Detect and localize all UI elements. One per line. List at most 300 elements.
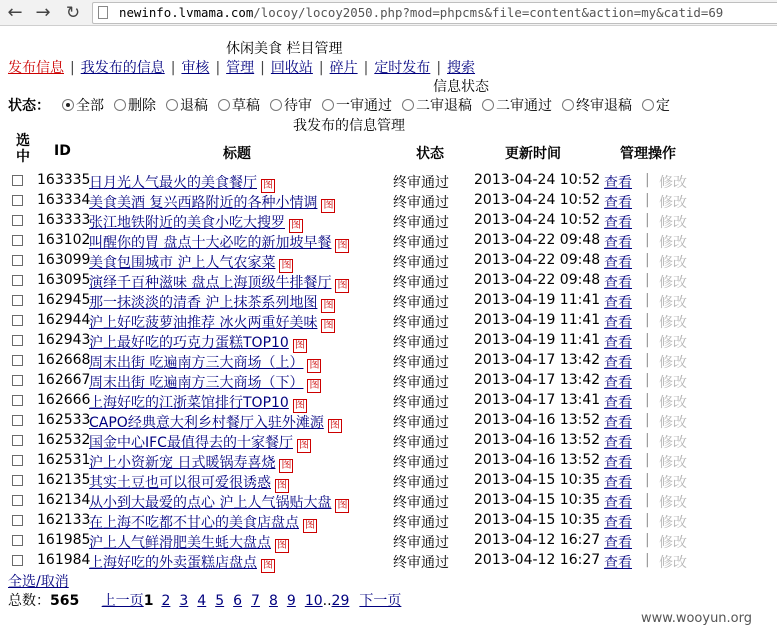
- row-time: 2013-04-19 11:41: [474, 332, 601, 348]
- row-title-link[interactable]: [89, 452, 293, 473]
- row-time: 2013-04-24 10:52: [474, 172, 601, 188]
- view-link[interactable]: 查看: [604, 175, 632, 191]
- pager-ellipsis: ..: [322, 593, 332, 609]
- row-title: 那一抹淡淡的清香 沪上抹茶系列地图: [89, 295, 318, 311]
- view-link[interactable]: 查看: [604, 355, 632, 371]
- total-count: 565: [50, 593, 80, 609]
- row-time: 2013-04-17 13:42: [474, 372, 601, 388]
- current-page: 1: [143, 593, 154, 609]
- ops-separator: |: [645, 312, 650, 328]
- image-icon: 图: [309, 380, 320, 391]
- table-row: [0, 231, 777, 251]
- view-link[interactable]: 查看: [604, 295, 632, 311]
- row-id: 162944: [37, 312, 91, 328]
- nav-link[interactable]: 回收站: [270, 60, 313, 76]
- row-title: 沪上好吃菠萝油推荐 冰火两重好美味: [89, 315, 318, 331]
- row-id: 162135: [37, 472, 91, 488]
- ops-separator: |: [645, 212, 650, 228]
- edit-link[interactable]: 修改: [659, 275, 687, 291]
- row-checkbox[interactable]: [12, 315, 23, 326]
- ops-separator: |: [645, 352, 650, 368]
- ops-separator: |: [645, 372, 650, 388]
- row-status: 终审通过: [393, 475, 449, 491]
- row-time: 2013-04-15 10:35: [474, 492, 601, 508]
- row-id: 162667: [37, 372, 91, 388]
- column-header-select: 选中: [16, 133, 30, 165]
- row-time: 2013-04-22 09:48: [474, 232, 601, 248]
- status-radio-label: 待审: [284, 98, 312, 114]
- edit-link[interactable]: 修改: [659, 435, 687, 451]
- table-row: [0, 271, 777, 291]
- edit-link[interactable]: 修改: [659, 555, 687, 571]
- view-link[interactable]: 查看: [604, 435, 632, 451]
- table-row: [0, 551, 777, 571]
- row-id: 161984: [37, 552, 91, 568]
- status-radio-label: 终审退稿: [576, 98, 632, 114]
- row-checkbox[interactable]: [12, 295, 23, 306]
- ops-separator: |: [645, 552, 650, 568]
- image-icon: 图: [337, 280, 348, 291]
- radio-button-icon: [166, 99, 178, 111]
- row-status: 终审通过: [393, 515, 449, 531]
- row-checkbox[interactable]: [12, 215, 23, 226]
- row-status: 终审通过: [393, 195, 449, 211]
- view-link[interactable]: 查看: [604, 375, 632, 391]
- status-radio[interactable]: [270, 95, 312, 115]
- row-id: 163095: [37, 272, 91, 288]
- image-icon: 图: [323, 200, 334, 211]
- column-header-time: 更新时间: [505, 146, 561, 162]
- column-header-id: ID: [54, 143, 71, 159]
- row-title: CAPO经典意大利乡村餐厅入驻外滩源: [89, 415, 324, 431]
- row-time: 2013-04-16 13:52: [474, 452, 601, 468]
- ops-separator: |: [645, 192, 650, 208]
- page-link[interactable]: 7: [251, 593, 260, 609]
- row-title-link[interactable]: [89, 292, 335, 313]
- table-row: [0, 191, 777, 211]
- row-id: 162134: [37, 492, 91, 508]
- row-title: 周末出街 吃遍南方三大商场（上）: [89, 355, 304, 371]
- table-row: [0, 511, 777, 531]
- image-icon: 图: [281, 260, 292, 271]
- status-radio-label: 草稿: [232, 98, 260, 114]
- row-checkbox[interactable]: [12, 555, 23, 566]
- view-link[interactable]: 查看: [604, 475, 632, 491]
- table-row: [0, 311, 777, 331]
- row-checkbox[interactable]: [12, 235, 23, 246]
- row-id: 163333: [37, 212, 91, 228]
- edit-link[interactable]: 修改: [659, 375, 687, 391]
- row-title-link[interactable]: [89, 472, 289, 493]
- table-row: [0, 351, 777, 371]
- image-icon: 图: [337, 500, 348, 511]
- edit-link[interactable]: 修改: [659, 235, 687, 251]
- row-time: 2013-04-16 13:52: [474, 432, 601, 448]
- ops-separator: |: [645, 392, 650, 408]
- page-link[interactable]: 4: [197, 593, 207, 609]
- row-title: 张江地铁附近的美食小吃大搜罗: [89, 215, 285, 231]
- table-row: [0, 371, 777, 391]
- edit-link[interactable]: 修改: [659, 535, 687, 551]
- radio-button-icon: [62, 99, 74, 111]
- radio-button-icon: [482, 99, 494, 111]
- row-checkbox[interactable]: [12, 495, 23, 506]
- row-time: 2013-04-16 13:52: [474, 412, 601, 428]
- row-checkbox[interactable]: [12, 175, 23, 186]
- radio-button-icon: [562, 99, 574, 111]
- row-time: 2013-04-22 09:48: [474, 252, 601, 268]
- row-id: 162531: [37, 452, 91, 468]
- image-icon: 图: [323, 300, 334, 311]
- edit-link[interactable]: 修改: [659, 355, 687, 371]
- view-link[interactable]: 查看: [604, 255, 632, 271]
- row-id: 162532: [37, 432, 91, 448]
- ops-separator: |: [645, 252, 650, 268]
- nav-link[interactable]: 我发布的信息: [80, 60, 165, 76]
- row-id: 162945: [37, 292, 91, 308]
- row-title-link[interactable]: [89, 352, 321, 373]
- select-all-link[interactable]: 全选/取消: [8, 574, 69, 590]
- row-status: 终审通过: [393, 355, 449, 371]
- row-status: 终审通过: [393, 395, 449, 411]
- edit-link[interactable]: 修改: [659, 395, 687, 411]
- page-link[interactable]: 9: [286, 593, 296, 609]
- row-time: 2013-04-15 10:35: [474, 512, 601, 528]
- status-radio-label: 二审通过: [496, 98, 552, 114]
- row-title-link[interactable]: [89, 212, 303, 233]
- view-link[interactable]: 查看: [604, 495, 632, 511]
- row-title-link[interactable]: [89, 252, 293, 273]
- row-time: 2013-04-24 10:52: [474, 192, 601, 208]
- edit-link[interactable]: 修改: [659, 415, 687, 431]
- view-link[interactable]: 查看: [604, 235, 632, 251]
- view-link[interactable]: 查看: [604, 275, 632, 291]
- image-icon: 图: [309, 360, 320, 371]
- row-time: 2013-04-15 10:35: [474, 472, 601, 488]
- table-row: [0, 291, 777, 311]
- content-table: [0, 171, 777, 571]
- edit-link[interactable]: 修改: [659, 255, 687, 271]
- ops-separator: |: [645, 172, 650, 188]
- row-title-link[interactable]: [89, 272, 349, 293]
- row-status: 终审通过: [393, 295, 449, 311]
- image-icon: 图: [281, 460, 292, 471]
- page-icon: [98, 6, 108, 19]
- row-id: 163099: [37, 252, 91, 268]
- nav-separator: |: [170, 60, 176, 76]
- page-link[interactable]: 3: [179, 593, 189, 609]
- status-label: 状态：: [8, 98, 50, 114]
- row-id: 163335: [37, 172, 91, 188]
- row-title-link[interactable]: [89, 332, 307, 353]
- edit-link[interactable]: 修改: [659, 475, 687, 491]
- row-title: 上海好吃的江浙菜馆排行TOP10: [89, 395, 289, 411]
- edit-link[interactable]: 修改: [659, 455, 687, 471]
- table-row: [0, 251, 777, 271]
- row-status: 终审通过: [393, 235, 449, 251]
- view-link[interactable]: 查看: [604, 415, 632, 431]
- row-status: 终审通过: [393, 375, 449, 391]
- row-id: 161985: [37, 532, 91, 548]
- edit-link[interactable]: 修改: [659, 515, 687, 531]
- edit-link[interactable]: 修改: [659, 195, 687, 211]
- last-page-link[interactable]: 29: [331, 593, 350, 609]
- status-heading: 信息状态: [433, 79, 489, 95]
- column-header-title: 标题: [223, 146, 251, 162]
- table-row: [0, 431, 777, 451]
- row-title: 在上海不吃都不甘心的美食店盘点: [89, 515, 299, 531]
- row-time: 2013-04-22 09:48: [474, 272, 601, 288]
- radio-button-icon: [270, 99, 282, 111]
- radio-button-icon: [114, 99, 126, 111]
- row-title-link[interactable]: [89, 172, 275, 193]
- row-title-link[interactable]: [89, 492, 349, 513]
- nav-separator: |: [318, 60, 324, 76]
- row-title: 叫醒你的胃 盘点十大必吃的新加坡早餐: [89, 235, 332, 251]
- radio-button-icon: [322, 99, 334, 111]
- page-link[interactable]: 5: [215, 593, 225, 609]
- image-icon: 图: [294, 400, 305, 411]
- row-checkbox[interactable]: [12, 415, 23, 426]
- prev-page-link[interactable]: 上一页: [101, 593, 144, 609]
- radio-button-icon: [218, 99, 230, 111]
- table-row: [0, 471, 777, 491]
- nav-link[interactable]: 定时发布: [374, 60, 431, 76]
- column-header-ops: 管理操作: [620, 146, 676, 162]
- status-radio[interactable]: [218, 95, 260, 115]
- ops-separator: |: [645, 492, 650, 508]
- status-radio-label: 退稿: [180, 98, 208, 114]
- row-id: 162133: [37, 512, 91, 528]
- page-link[interactable]: 8: [268, 593, 278, 609]
- image-icon: 图: [298, 440, 309, 451]
- view-link[interactable]: 查看: [604, 535, 632, 551]
- status-radio[interactable]: [322, 95, 392, 115]
- image-icon: 图: [337, 240, 348, 251]
- table-row: [0, 531, 777, 551]
- row-title-link[interactable]: [89, 512, 317, 533]
- nav-link[interactable]: 搜索: [447, 60, 476, 76]
- status-radio-label: 全部: [76, 98, 104, 114]
- status-radio[interactable]: [642, 95, 670, 115]
- row-checkbox[interactable]: [12, 455, 23, 466]
- row-title: 沪上最好吃的巧克力蛋糕TOP10: [89, 335, 289, 351]
- ops-separator: |: [645, 412, 650, 428]
- row-title: 美食美酒 复兴西路附近的各种小情调: [89, 195, 318, 211]
- table-row: [0, 491, 777, 511]
- row-title-link[interactable]: [89, 532, 289, 553]
- row-id: 163334: [37, 192, 91, 208]
- row-time: 2013-04-12 16:27: [474, 552, 601, 568]
- nav-link[interactable]: 发布信息: [8, 60, 64, 76]
- nav-separator: |: [436, 60, 442, 76]
- row-status: 终审通过: [393, 535, 449, 551]
- row-status: 终审通过: [393, 555, 449, 571]
- row-title-link[interactable]: [89, 392, 307, 413]
- edit-link[interactable]: 修改: [659, 175, 687, 191]
- row-status: 终审通过: [393, 255, 449, 271]
- pagination: [8, 590, 401, 610]
- status-radio[interactable]: [166, 95, 208, 115]
- status-radio-label: 定: [656, 98, 670, 114]
- nav-link[interactable]: 管理: [226, 60, 255, 76]
- image-icon: 图: [277, 480, 287, 491]
- nav-link[interactable]: 碎片: [329, 60, 358, 76]
- status-radio[interactable]: [482, 95, 552, 115]
- image-icon: 图: [277, 540, 287, 551]
- row-status: 终审通过: [393, 315, 449, 331]
- row-title: 国金中心IFC最值得去的十家餐厅: [89, 435, 293, 451]
- row-checkbox[interactable]: [12, 195, 23, 206]
- watermark: www.wooyun.org: [641, 611, 753, 626]
- row-title-link[interactable]: [89, 412, 342, 433]
- table-heading: 我发布的信息管理: [293, 118, 405, 134]
- address-bar[interactable]: [92, 2, 777, 24]
- view-link[interactable]: 查看: [604, 555, 632, 571]
- image-icon: 图: [291, 220, 301, 231]
- row-title-link[interactable]: [89, 232, 349, 253]
- row-title-link[interactable]: [89, 432, 311, 453]
- row-title: 沪上人气鲜滑肥美生蚝大盘点: [89, 535, 271, 551]
- table-row: [0, 171, 777, 191]
- row-time: 2013-04-24 10:52: [474, 212, 601, 228]
- view-link[interactable]: 查看: [604, 195, 632, 211]
- edit-link[interactable]: 修改: [659, 295, 687, 311]
- row-title: 周末出街 吃遍南方三大商场（下）: [89, 375, 304, 391]
- row-checkbox[interactable]: [12, 275, 23, 286]
- view-link[interactable]: 查看: [604, 335, 632, 351]
- edit-link[interactable]: 修改: [659, 495, 687, 511]
- table-row: [0, 331, 777, 351]
- image-icon: 图: [323, 320, 334, 331]
- row-checkbox[interactable]: [12, 375, 23, 386]
- nav-separator: |: [70, 60, 75, 76]
- image-icon: 图: [329, 420, 340, 431]
- status-radio[interactable]: [62, 95, 104, 115]
- row-checkbox[interactable]: [12, 535, 23, 546]
- page-title: 休闲美食 栏目管理: [226, 41, 343, 57]
- browser-toolbar: [0, 0, 777, 26]
- row-time: 2013-04-17 13:42: [474, 352, 601, 368]
- row-checkbox[interactable]: [12, 255, 23, 266]
- row-time: 2013-04-17 13:41: [474, 392, 601, 408]
- status-radio-label: 一审通过: [336, 98, 392, 114]
- row-checkbox[interactable]: [12, 335, 23, 346]
- row-status: 终审通过: [393, 175, 449, 191]
- back-arrow-icon[interactable]: ←: [7, 2, 23, 23]
- ops-separator: |: [645, 432, 650, 448]
- row-status: 终审通过: [393, 455, 449, 471]
- row-status: 终审通过: [393, 275, 449, 291]
- view-link[interactable]: 查看: [604, 215, 632, 231]
- row-id: 163102: [37, 232, 91, 248]
- table-row: [0, 411, 777, 431]
- status-radio[interactable]: [402, 95, 472, 115]
- row-status: 终审通过: [393, 215, 449, 231]
- row-title: 美食包围城市 沪上人气农家菜: [89, 255, 276, 271]
- edit-link[interactable]: 修改: [659, 335, 687, 351]
- table-row: [0, 211, 777, 231]
- row-checkbox[interactable]: [12, 515, 23, 526]
- reload-icon[interactable]: ↻: [65, 3, 81, 23]
- row-checkbox[interactable]: [12, 355, 23, 366]
- row-id: 162666: [37, 392, 91, 408]
- top-nav: [8, 57, 475, 77]
- row-title: 日月光人气最火的美食餐厅: [89, 175, 257, 191]
- nav-separator: |: [260, 60, 265, 76]
- row-time: 2013-04-19 11:41: [474, 312, 601, 328]
- row-id: 162668: [37, 352, 91, 368]
- row-time: 2013-04-12 16:27: [474, 532, 601, 548]
- table-row: [0, 391, 777, 411]
- total-label: 总数：: [8, 593, 50, 609]
- page-link[interactable]: 10: [304, 593, 323, 609]
- nav-link[interactable]: 审核: [181, 60, 210, 76]
- row-checkbox[interactable]: [12, 435, 23, 446]
- row-title: 从小到大最爱的点心 沪上人气锅贴大盘: [89, 495, 332, 511]
- status-radio[interactable]: [114, 95, 156, 115]
- nav-separator: |: [215, 60, 221, 76]
- nav-separator: |: [363, 60, 369, 76]
- page-link[interactable]: 2: [161, 593, 171, 609]
- status-radio-label: 二审退稿: [416, 98, 472, 114]
- status-radio[interactable]: [562, 95, 632, 115]
- row-checkbox[interactable]: [12, 475, 23, 486]
- row-status: 终审通过: [393, 335, 449, 351]
- row-title-link[interactable]: [89, 552, 275, 573]
- row-id: 162943: [37, 332, 91, 348]
- row-title: 其实土豆也可以很可爱很诱惑: [89, 475, 271, 491]
- next-page-link[interactable]: 下一页: [359, 593, 402, 609]
- row-status: 终审通过: [393, 435, 449, 451]
- status-filter: [8, 95, 680, 115]
- radio-button-icon: [642, 99, 654, 111]
- table-row: [0, 451, 777, 471]
- row-status: 终审通过: [393, 495, 449, 511]
- row-status: 终审通过: [393, 415, 449, 431]
- forward-arrow-icon[interactable]: →: [35, 2, 51, 23]
- ops-separator: |: [645, 452, 650, 468]
- row-title-link[interactable]: [89, 312, 335, 333]
- image-icon: 图: [294, 340, 305, 351]
- url-text: newinfo.lvmama.com/locoy/locoy2050.php?mod=phpcms&file=content&action=my&catid=69: [119, 5, 724, 20]
- ops-separator: |: [645, 232, 650, 248]
- row-title-link[interactable]: [89, 192, 335, 213]
- view-link[interactable]: 查看: [604, 515, 632, 531]
- edit-link[interactable]: 修改: [659, 215, 687, 231]
- ops-separator: |: [645, 272, 650, 288]
- radio-button-icon: [402, 99, 414, 111]
- row-title: 上海好吃的外卖蛋糕店盘点: [89, 555, 257, 571]
- image-icon: 图: [263, 560, 273, 571]
- view-link[interactable]: 查看: [604, 395, 632, 411]
- column-header-status: 状态: [416, 146, 444, 162]
- ops-separator: |: [645, 512, 650, 528]
- edit-link[interactable]: 修改: [659, 315, 687, 331]
- row-title: 演绎千百种滋味 盘点上海顶级牛排餐厅: [89, 275, 332, 291]
- ops-separator: |: [645, 472, 650, 488]
- ops-separator: |: [645, 532, 650, 548]
- row-checkbox[interactable]: [12, 395, 23, 406]
- page-link[interactable]: 6: [233, 593, 243, 609]
- view-link[interactable]: 查看: [604, 315, 632, 331]
- status-radio-label: 删除: [128, 98, 156, 114]
- image-icon: 图: [263, 180, 273, 191]
- row-title-link[interactable]: [89, 372, 321, 393]
- ops-separator: |: [645, 292, 650, 308]
- image-icon: 图: [305, 520, 315, 531]
- view-link[interactable]: 查看: [604, 455, 632, 471]
